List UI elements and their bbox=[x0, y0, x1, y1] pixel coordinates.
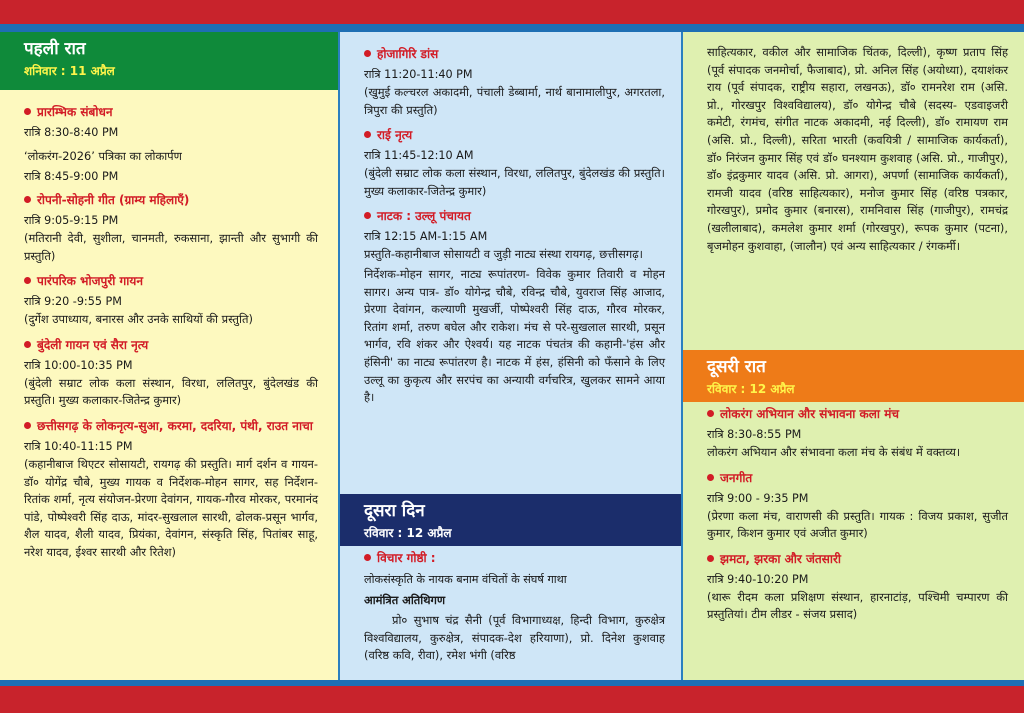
bullet-icon bbox=[364, 50, 371, 57]
section-time: रात्रि 9:20 -9:55 PM bbox=[24, 295, 122, 309]
section-title: राई नृत्य bbox=[364, 127, 665, 143]
first-night-body bbox=[0, 104, 338, 562]
section-time: रात्रि 9:00 - 9:35 PM bbox=[707, 491, 809, 505]
column-middle bbox=[340, 32, 683, 680]
seminar-body bbox=[340, 546, 681, 665]
bullet-icon bbox=[707, 410, 714, 417]
second-night-title: दूसरी रात bbox=[707, 357, 766, 377]
second-night-date: रविवार : 12 अप्रैल bbox=[707, 382, 795, 396]
section-description: (थारू रीदम कला प्रशिक्षण संस्थान, हारनाटांड़, पश्चिमी चम्पारण की प्रस्तुतियां। टीम लीडर - संजय प्रसाद) bbox=[707, 589, 1008, 622]
section-time: रात्रि 8:30-8:55 PM bbox=[707, 428, 802, 441]
column-first-night bbox=[0, 32, 340, 680]
invited-guests-heading: आमंत्रित अतिथिगण bbox=[364, 593, 446, 607]
section-title: प्रारम्भिक संबोधन bbox=[24, 104, 318, 120]
section-time: रात्रि 12:15 AM-1:15 AM bbox=[364, 230, 488, 244]
second-day-header bbox=[340, 494, 681, 546]
bullet-icon bbox=[24, 422, 31, 429]
second-day-date: रविवार : 12 अप्रैल bbox=[364, 526, 452, 540]
section-title: जनगीत bbox=[707, 470, 1008, 486]
middle-top-body bbox=[340, 32, 681, 407]
section-title: रोपनी-सोहनी गीत (ग्राम्य महिलाएँ) bbox=[24, 192, 318, 208]
section-description: (कहानीबाज थिएटर सोसायटी, रायगढ़ की प्रस्तुति। मार्ग दर्शन व गायन-डॉ० योगेंद्र चौबे, मुख्य गायक व निर्देशक-मोहन सागर, सह निर्देशन-रितांक शर्मा, नृत्य संयोजन-प्रेरणा देवांगन, गायक-गौरव मोरकर, परमानंद पांडे, पोष्पेश्वरी सिंह दाऊ, मांदर-सुखलाल सारथी, ढोलक-प्रसून भार्गव, शैल यादव, शैली यादव, प्रियंका, देवांगन, संस्कृति सिंह, पितांबर साहू, नरेश यादव, ईश्वर सारथी और रितेश) bbox=[24, 456, 318, 559]
section-title: विचार गोष्ठी : bbox=[364, 550, 665, 566]
seminar-subject: लोकसंस्कृति के नायक बनाम वंचितों के संघर्ष गाथा bbox=[364, 573, 567, 586]
launch-text: ‘लोकरंग-2026’ पत्रिका का लोकार्पण bbox=[24, 149, 182, 163]
bullet-icon bbox=[24, 108, 31, 115]
section-title: लोकरंग अभियान और संभावना कला मंच bbox=[707, 406, 1008, 422]
first-night-date: शनिवार : 11 अप्रैल bbox=[24, 64, 115, 78]
guests-continued bbox=[683, 32, 1024, 255]
bullet-icon bbox=[364, 212, 371, 219]
bullet-icon bbox=[364, 554, 371, 561]
section-time: रात्रि 10:40-11:15 PM bbox=[24, 439, 133, 453]
guests-list-continued: साहित्यकार, वकील और सामाजिक चिंतक, दिल्ली), कृष्ण प्रताप सिंह (पूर्व संपादक जनमोर्चा, फैजाबाद), प्रो. अनिल सिंह (अयोध्या), दयाशंकर राय (पूर्व संपादक, राष्ट्रीय सहारा, लखनऊ), डॉ० रामनरेश राम (असि. प्रो., गोरखपुर विश्वविद्यालय), डॉ० योगेन्द्र चौबे (सदस्य- एडवाइजरी कमेटी, रंगमंच, संगीत नाटक अकादमी, नई दिल्ली), डॉ० रामायण राम (असि. प्रो., दिल्ली), सरिता भारती (कवयित्री / सामाजिक कार्यकर्ता), डॉ० निरंजन कुमार सिंह एवं डॉ० घनश्याम कुशवाह (असि. प्रो., गाजीपुर), डॉ० इंद्रकुमार यादव (असि. प्रो. आगरा), अपर्णा (सामाजिक कार्यकर्ता), रामजी यादव (वरिष्ठ साहित्यकार), मनोज कुमार सिंह (वरिष्ठ पत्रकार, गोरखपुर), प्रमोद कुमार (बनारस), रामनिवास सिंह (गाजीपुर), रामचंद्र (खलीलाबाद), कमलेश कुमार शर्मा (गोरखपुर), रूपक कुमार (पटना), बृजमोहन कुशवाहा, (जालौन) एवं अन्य साहित्यकार / रंगकर्मी। bbox=[707, 45, 1008, 253]
section-time: रात्रि 9:05-9:15 PM bbox=[24, 214, 119, 227]
section-time: रात्रि 10:00-10:35 PM bbox=[24, 358, 133, 372]
top-blue-stripe bbox=[0, 24, 1024, 32]
bullet-icon bbox=[364, 131, 371, 138]
bullet-icon bbox=[707, 555, 714, 562]
section-description: (बुंदेली सम्राट लोक कला संस्थान, विरधा, ललितपुर, बुंदेलखंड की प्रस्तुति। मुख्य कलाकार-जितेन्द्र कुमार) bbox=[24, 375, 318, 408]
section-title: नाटक : उल्लू पंचायत bbox=[364, 208, 665, 224]
section-time: रात्रि 9:40-10:20 PM bbox=[707, 572, 809, 586]
section-description: (प्रेरणा कला मंच, वाराणसी की प्रस्तुति। गायक : विजय प्रकाश, सुजीत कुमार, किशन कुमार एवं अजीत कुमार) bbox=[707, 508, 1008, 541]
bullet-icon bbox=[24, 277, 31, 284]
launch-time: रात्रि 8:45-9:00 PM bbox=[24, 170, 119, 183]
section-description: (दुर्गेश उपाध्याय, बनारस और उनके साथियों की प्रस्तुति) bbox=[24, 312, 253, 327]
section-description: निर्देशक-मोहन सागर, नाट्य रूपांतरण- विवेक कुमार तिवारी व मोहन सागर। अन्य पात्र- डॉ० योगेन्द्र चौबे, रविन्द्र चौबे, युवराज सिंह आजाद, प्रेरणा देवांगन, कल्याणी मुखर्जी, पोष्पेश्वरी सिंह दाऊ, गौरव मोरकर, रितांग शर्मा, तरुण बघेल और राकेश। मंच से परे-सुखलाल सारथी, प्रसून भार्गव, रवि शंकर और ऐश्वर्य। यह नाटक पंचतंत्र की कहानी-'हंस और हंसिनी' का नाट्य रूपांतरण है। नाटक में हंस, हंसिनी को फँसाने के लिए उल्लू का कुकृत्य और सरपंच का अन्यायी वर्गचरित्र, खुलकर सामने आया है। bbox=[364, 266, 665, 405]
section-time: रात्रि 8:30-8:40 PM bbox=[24, 126, 119, 139]
section-title: होजागिरि डांस bbox=[364, 46, 665, 62]
second-night-body bbox=[683, 402, 1024, 624]
section-description: (खुमुई कल्चरल अकादमी, पंचाली डेब्बार्मा, नार्थ बानामालीपुर, अगरतला, त्रिपुरा की प्रस्तुति) bbox=[364, 85, 665, 117]
section-description: प्रस्तुति-कहानीबाज सोसायटी व जुड़ी नाट्य संस्था रायगढ़, छत्तीसगढ़। bbox=[364, 247, 643, 262]
invited-guests-list: प्रो० सुभाष चंद्र सैनी (पूर्व विभागाध्यक्ष, हिन्दी विभाग, कुरुक्षेत्र विश्वविद्यालय, कुरुक्षेत्र, संपादक-देश हरियाणा), प्रो. दिनेश कुशवाह (वरिष्ठ कवि, रीवा), रमेश भंगी (वरिष्ठ bbox=[364, 613, 665, 663]
bullet-icon bbox=[707, 474, 714, 481]
section-time: रात्रि 11:45-12:10 AM bbox=[364, 149, 474, 163]
bullet-icon bbox=[24, 196, 31, 203]
bullet-icon bbox=[24, 341, 31, 348]
section-description: (मतिरानी देवी, सुशीला, चानमती, रुकसाना, झान्ती और सुभागी की प्रस्तुति) bbox=[24, 231, 318, 263]
column-second-night bbox=[683, 32, 1024, 680]
section-title: छत्तीसगढ़ के लोकनृत्य-सुआ, करमा, ददरिया, पंथी, राउत नाचा bbox=[24, 418, 318, 434]
bottom-red-band bbox=[0, 686, 1024, 713]
section-title: बुंदेली गायन एवं सैरा नृत्य bbox=[24, 337, 318, 353]
second-night-header bbox=[683, 350, 1024, 402]
section-title: झमटा, झरका और जंतसारी bbox=[707, 551, 1008, 567]
second-day-title: दूसरा दिन bbox=[364, 501, 425, 521]
top-red-band bbox=[0, 0, 1024, 24]
first-night-title: पहली रात bbox=[24, 39, 86, 59]
first-night-header bbox=[0, 32, 338, 90]
section-description: (बुंदेली सम्राट लोक कला संस्थान, विरधा, ललितपुर, बुंदेलखंड की प्रस्तुति। मुख्य कलाकार-जितेन्द्र कुमार) bbox=[364, 166, 665, 198]
section-time: रात्रि 11:20-11:40 PM bbox=[364, 68, 473, 81]
section-description: लोकरंग अभियान और संभावना कला मंच के संबंध में वक्तव्य। bbox=[707, 445, 961, 459]
section-title: पारंपरिक भोजपुरी गायन bbox=[24, 273, 318, 289]
